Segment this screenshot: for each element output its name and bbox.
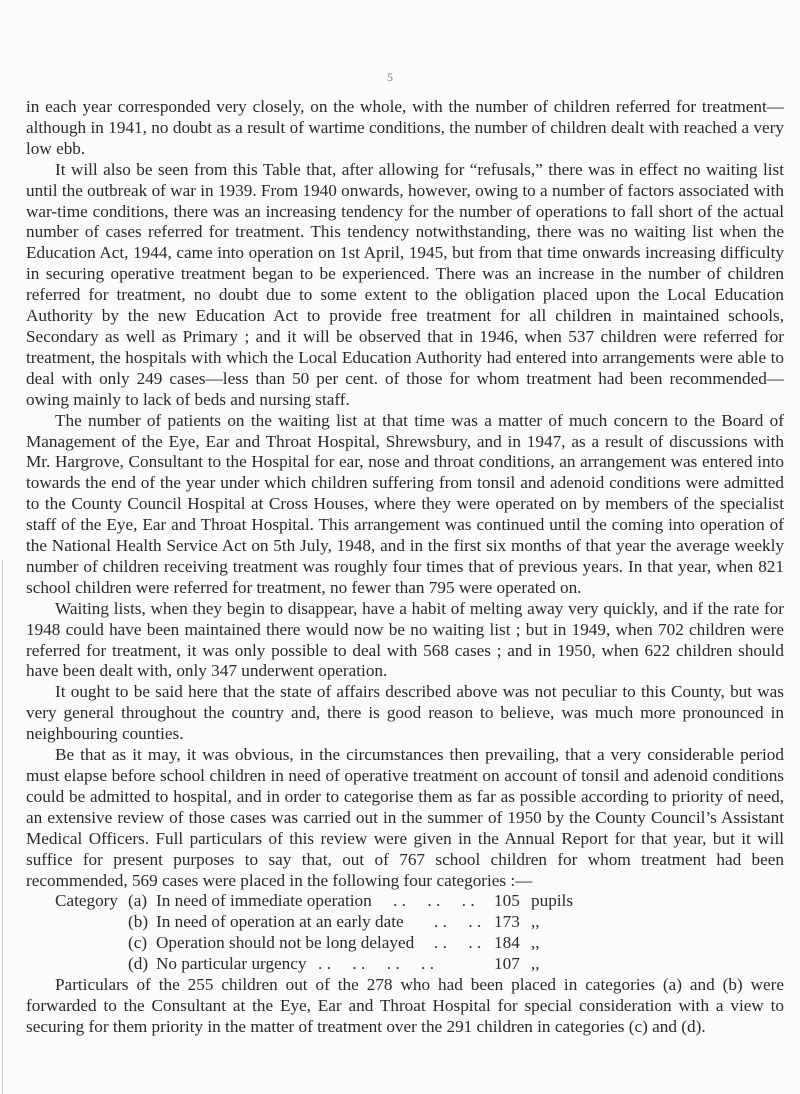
category-description: In need of operation at an early date: [156, 912, 404, 932]
category-count: 105: [494, 891, 520, 911]
category-prefix: Category: [55, 891, 119, 911]
leader-dots: . . . .: [434, 912, 482, 932]
paragraph-review: Be that as it may, it was obvious, in the circumstances then prevailing, that a very considerable period must elapse before school children in need of operative treatment on account of tonsil and adenoid conditions could be admitted to hospital, and in order to categorise them as far as possible according to priority of need, an extensive review of those cases was carried out in the summer of 1950 by the County Council’s Assistant Medical Officers. Full particulars of this review were given in the Annual Report for that year, but it will suffice for present purposes to say that, out of 767 school children for whom treatment had been recommended, 569 cases were placed in the following four categories :—: [26, 745, 784, 890]
paragraph-continuation: in each year corresponded very closely, on the whole, with the number of children referred for treatment—although in 1941, no doubt as a result of wartime conditions, the number of children dealt with reached a very low ebb.: [26, 97, 784, 158]
category-letter: (a): [128, 891, 148, 911]
body-text: [26, 97, 784, 1038]
category-description: No particular urgency: [156, 954, 307, 974]
paragraph-hospital-arrangement: The number of patients on the waiting list at that time was a matter of much concern to the Board of Management of the Eye, Ear and Throat Hospital, Shrewsbury, and in 1947, as a result of discussions with Mr. Hargrove, Consultant to the Hospital for ear, nose and throat conditions, an arrangement was entered into towards the end of the year under which children suffering from tonsil and adenoid conditions were admitted to the County Council Hospital at Cross Houses, where they were operated on by members of the specialist staff of the Eye, Ear and Throat Hospital. This arrangement was continued until the coming into operation of the National Health Service Act on 5th July, 1948, and in the first six months of that year the average weekly number of children receiving treatment was roughly four times that of previous years. In that year, when 821 school children were referred for treatment, no fewer than 795 were operated on.: [26, 410, 784, 597]
paragraph-closing: Particulars of the 255 children out of the 278 who had been placed in categories (a) and (b) were forwarded to the Consultant at the Eye, Ear and Throat Hospital for special consideration with a view to securing for them priority in the matter of treatment over the 291 children in categories (c) and (d).: [26, 975, 784, 1036]
category-letter: (b): [128, 912, 149, 932]
category-unit: ,,: [531, 933, 540, 953]
category-row-a: [26, 891, 784, 912]
category-description: Operation should not be long delayed: [156, 933, 415, 953]
category-description: In need of immediate operation: [156, 891, 372, 911]
scan-margin-line: [2, 560, 3, 1094]
leader-dots: . . . .: [434, 933, 482, 953]
category-list: [26, 891, 784, 975]
page-number: 5: [387, 70, 393, 84]
category-letter: (c): [128, 933, 148, 953]
category-count: 107: [494, 954, 520, 974]
category-count: 173: [494, 912, 520, 932]
category-row-d: [26, 954, 784, 975]
category-letter: (d): [128, 954, 149, 974]
leader-dots: . . . . . .: [393, 891, 475, 911]
paragraph-general-state: It ought to be said here that the state of affairs described above was not peculiar to this County, but was very general throughout the country and, there is good reason to believe, was much more pronounced in neighbouring counties.: [26, 682, 784, 744]
paragraph-waiting-lists-melting: Waiting lists, when they begin to disappear, have a habit of melting away very quickly, and if the rate for 1948 could have been maintained there would now be no waiting list ; but in 1949, when 702 children were referred for treatment, it was only possible to deal with 568 cases ; and in 1950, when 622 children should have been dealt with, only 347 underwent operation.: [26, 598, 784, 681]
category-row-c: [26, 933, 784, 954]
leader-dots: . . . . . . . .: [318, 954, 435, 974]
category-unit: pupils: [531, 891, 574, 911]
paragraph-waiting-list: It will also be seen from this Table that, after allowing for “refusals,” there was in effect no waiting list until the outbreak of war in 1939. From 1940 onwards, however, owing to a number of factors associated with war-time conditions, there was an increasing tendency for the number of operations to fall short of the actual number of cases referred for treatment. This tendency notwithstanding, there was no waiting list when the Education Act, 1944, came into operation on 1st April, 1945, but from that time onwards increasing difficulty in securing operative treatment began to be experienced. There was an increase in the number of children referred for treatment, no doubt due to some extent to the obligation placed upon the Local Education Authority by the new Education Act to provide free treatment for all children in maintained schools, Secondary as well as Primary ; and it will be observed that in 1946, when 537 children were referred for treatment, the hospitals with which the Local Education Authority had entered into arrangements were able to deal with only 249 cases—less than 50 per cent. of those for whom treatment had been recommended—owing mainly to lack of beds and nursing staff.: [26, 159, 784, 409]
category-count: 184: [494, 933, 520, 953]
category-row-b: [26, 912, 784, 933]
category-unit: ,,: [531, 954, 540, 974]
category-unit: ,,: [531, 912, 540, 932]
